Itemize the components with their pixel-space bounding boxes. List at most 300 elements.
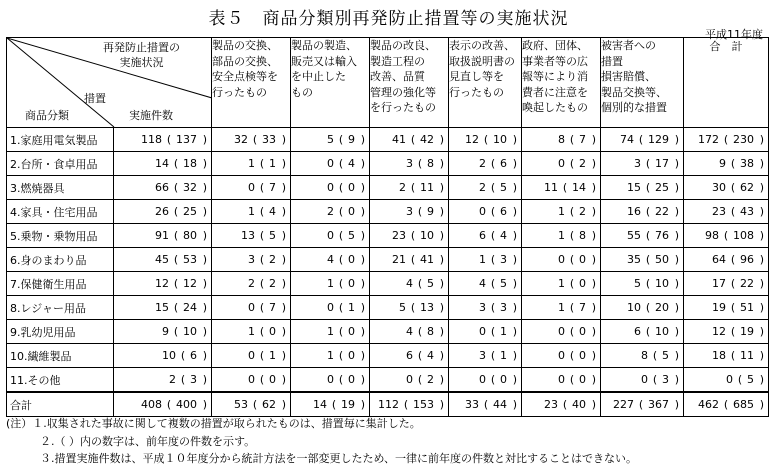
- current-count: 0: [327, 373, 334, 386]
- previous-year-count: 8: [579, 229, 586, 242]
- value-cell: [212, 176, 291, 200]
- value-cell: [522, 128, 601, 152]
- value-cell: [370, 248, 449, 272]
- value-cell: [601, 176, 684, 200]
- category-cell: 合計: [7, 392, 114, 417]
- current-count: 45: [155, 253, 169, 266]
- current-count: 4: [327, 253, 334, 266]
- open-paren: (: [259, 301, 265, 314]
- close-paren: ): [512, 181, 517, 194]
- previous-year-count: 5: [348, 229, 355, 242]
- open-paren: (: [173, 301, 179, 314]
- current-count: 23: [712, 205, 726, 218]
- open-paren: (: [483, 133, 489, 146]
- current-count: 3: [479, 301, 486, 314]
- close-paren: ): [439, 325, 444, 338]
- close-paren: ): [281, 325, 286, 338]
- close-paren: ): [591, 277, 596, 290]
- close-paren: ): [759, 157, 764, 170]
- value-cell: [370, 176, 449, 200]
- close-paren: ): [360, 205, 365, 218]
- fiscal-year-label: 平成11年度: [705, 28, 763, 41]
- footnote-3: ３.措置実施件数は、平成１０年度分から統計方法を一部変更したため、一律に前年度の件数と対比することはできない。: [40, 452, 638, 465]
- open-paren: (: [338, 349, 344, 362]
- previous-year-count: 153: [413, 398, 434, 411]
- category-cell: 3.燃焼器具: [7, 176, 114, 200]
- current-count: 74: [620, 133, 634, 146]
- corner-category-label: 商品分類: [25, 109, 69, 122]
- previous-year-count: 0: [348, 325, 355, 338]
- close-paren: ): [439, 301, 444, 314]
- previous-year-count: 38: [740, 157, 754, 170]
- current-count: 0: [248, 301, 255, 314]
- open-paren: (: [180, 349, 186, 362]
- open-paren: (: [645, 205, 651, 218]
- close-paren: ): [512, 133, 517, 146]
- previous-year-count: 0: [348, 181, 355, 194]
- previous-year-count: 0: [579, 277, 586, 290]
- value-cell: [449, 248, 522, 272]
- open-paren: (: [730, 277, 736, 290]
- corner-header: [7, 38, 212, 128]
- previous-year-count: 20: [655, 301, 669, 314]
- corner-measure-label: 措置: [84, 92, 106, 105]
- previous-year-count: 76: [655, 229, 669, 242]
- open-paren: (: [490, 301, 496, 314]
- current-count: 91: [155, 229, 169, 242]
- close-paren: ): [591, 205, 596, 218]
- previous-year-count: 5: [269, 229, 276, 242]
- close-paren: ): [512, 373, 517, 386]
- table-row: [7, 200, 769, 224]
- column-header-4: [449, 38, 522, 128]
- value-cell: [370, 200, 449, 224]
- column-header-2: [291, 38, 370, 128]
- current-count: 2: [479, 157, 486, 170]
- value-cell: [291, 392, 370, 417]
- previous-year-count: 6: [190, 349, 197, 362]
- previous-year-count: 0: [348, 277, 355, 290]
- current-count: 41: [392, 133, 406, 146]
- current-count: 0: [641, 373, 648, 386]
- open-paren: (: [483, 398, 489, 411]
- value-cell: [212, 344, 291, 368]
- current-count: 9: [719, 157, 726, 170]
- category-cell: 9.乳幼児用品: [7, 320, 114, 344]
- table-row: [7, 128, 769, 152]
- previous-year-count: 10: [655, 325, 669, 338]
- current-count: 1: [248, 325, 255, 338]
- column-header-line: 行ったもの: [449, 85, 504, 99]
- value-cell: [449, 344, 522, 368]
- value-cell: [291, 296, 370, 320]
- current-count: 1: [327, 349, 334, 362]
- previous-year-count: 6: [500, 205, 507, 218]
- previous-year-count: 0: [579, 373, 586, 386]
- open-paren: (: [166, 133, 172, 146]
- value-cell: [684, 392, 769, 417]
- open-paren: (: [645, 325, 651, 338]
- previous-year-count: 2: [269, 277, 276, 290]
- previous-year-count: 32: [183, 181, 197, 194]
- open-paren: (: [569, 277, 575, 290]
- column-header-line: 事業者等の広: [522, 54, 588, 68]
- column-header-line: 損害賠償、: [601, 70, 656, 83]
- previous-year-count: 0: [269, 325, 276, 338]
- value-cell: [114, 344, 212, 368]
- value-cell: [449, 320, 522, 344]
- previous-year-count: 62: [262, 398, 276, 411]
- current-count: 5: [327, 133, 334, 146]
- value-cell: [370, 128, 449, 152]
- open-paren: (: [410, 253, 416, 266]
- column-header-line: 製品の改良、: [370, 39, 436, 52]
- value-cell: [449, 152, 522, 176]
- open-paren: (: [259, 205, 265, 218]
- close-paren: ): [281, 229, 286, 242]
- current-count: 3: [406, 157, 413, 170]
- footnote-1: (注）１.収集された事故に関して複数の措置が取られたものは、措置毎に集計した。: [6, 417, 421, 430]
- current-count: 172: [698, 133, 719, 146]
- current-count: 4: [406, 277, 413, 290]
- close-paren: ): [202, 349, 207, 362]
- close-paren: ): [591, 133, 596, 146]
- current-count: 32: [234, 133, 248, 146]
- previous-year-count: 2: [269, 253, 276, 266]
- column-header-line: 行ったもの: [212, 85, 267, 99]
- value-cell: [291, 176, 370, 200]
- value-cell: [522, 176, 601, 200]
- open-paren: (: [417, 325, 423, 338]
- previous-year-count: 13: [420, 301, 434, 314]
- value-cell: [522, 200, 601, 224]
- value-cell: [370, 224, 449, 248]
- value-cell: [370, 320, 449, 344]
- column-header-line: 表示の改善、: [449, 39, 515, 52]
- close-paren: ): [202, 157, 207, 170]
- previous-year-count: 22: [740, 277, 754, 290]
- open-paren: (: [490, 325, 496, 338]
- close-paren: ): [360, 133, 365, 146]
- previous-year-count: 0: [269, 373, 276, 386]
- current-count: 6: [634, 325, 641, 338]
- open-paren: (: [417, 349, 423, 362]
- current-count: 2: [399, 181, 406, 194]
- previous-year-count: 5: [662, 349, 669, 362]
- value-cell: [291, 272, 370, 296]
- current-count: 0: [479, 373, 486, 386]
- previous-year-count: 7: [579, 133, 586, 146]
- previous-year-count: 17: [655, 157, 669, 170]
- value-cell: [449, 224, 522, 248]
- value-cell: [212, 368, 291, 393]
- close-paren: ): [591, 253, 596, 266]
- current-count: 8: [558, 133, 565, 146]
- previous-year-count: 44: [493, 398, 507, 411]
- open-paren: (: [403, 398, 409, 411]
- previous-year-count: 10: [655, 277, 669, 290]
- previous-year-count: 25: [655, 181, 669, 194]
- current-count: 2: [479, 181, 486, 194]
- column-header-line: 安全点検等を: [212, 70, 278, 83]
- open-paren: (: [569, 373, 575, 386]
- value-cell: [522, 392, 601, 417]
- previous-year-count: 51: [740, 301, 754, 314]
- footnotes: [6, 415, 637, 468]
- open-paren: (: [490, 229, 496, 242]
- value-cell: [291, 224, 370, 248]
- value-cell: [522, 224, 601, 248]
- open-paren: (: [417, 205, 423, 218]
- value-cell: [449, 200, 522, 224]
- column-header-line: 報等により消: [522, 70, 588, 83]
- previous-year-count: 1: [348, 301, 355, 314]
- current-count: 21: [392, 253, 406, 266]
- open-paren: (: [723, 398, 729, 411]
- value-cell: [291, 128, 370, 152]
- previous-year-count: 0: [579, 349, 586, 362]
- open-paren: (: [173, 253, 179, 266]
- previous-year-count: 1: [269, 157, 276, 170]
- current-count: 0: [327, 229, 334, 242]
- close-paren: ): [674, 133, 679, 146]
- previous-year-count: 43: [740, 205, 754, 218]
- previous-year-count: 9: [427, 205, 434, 218]
- current-count: 18: [712, 349, 726, 362]
- current-count: 1: [248, 205, 255, 218]
- current-count: 5: [634, 277, 641, 290]
- close-paren: ): [439, 398, 444, 411]
- value-cell: [212, 296, 291, 320]
- column-header-line: 政府、団体、: [522, 39, 588, 52]
- close-paren: ): [591, 229, 596, 242]
- current-count: 23: [392, 229, 406, 242]
- value-cell: [522, 248, 601, 272]
- open-paren: (: [338, 157, 344, 170]
- previous-year-count: 0: [348, 205, 355, 218]
- previous-year-count: 129: [648, 133, 669, 146]
- value-cell: [370, 344, 449, 368]
- value-cell: [114, 224, 212, 248]
- close-paren: ): [360, 373, 365, 386]
- value-cell: [601, 248, 684, 272]
- open-paren: (: [490, 253, 496, 266]
- column-header-line: 取扱説明書の: [449, 54, 515, 68]
- open-paren: (: [730, 349, 736, 362]
- column-header-line: を行ったもの: [370, 101, 436, 114]
- open-paren: (: [338, 205, 344, 218]
- close-paren: ): [674, 277, 679, 290]
- current-count: 12: [712, 325, 726, 338]
- close-paren: ): [360, 398, 365, 411]
- previous-year-count: 685: [733, 398, 754, 411]
- category-cell: 1.家庭用電気製品: [7, 128, 114, 152]
- open-paren: (: [259, 181, 265, 194]
- total-row: [7, 392, 769, 417]
- open-paren: (: [259, 373, 265, 386]
- value-cell: [522, 368, 601, 393]
- value-cell: [212, 272, 291, 296]
- current-count: 12: [155, 277, 169, 290]
- open-paren: (: [730, 157, 736, 170]
- close-paren: ): [674, 181, 679, 194]
- close-paren: ): [674, 373, 679, 386]
- close-paren: ): [439, 349, 444, 362]
- open-paren: (: [252, 398, 258, 411]
- close-paren: ): [759, 373, 764, 386]
- close-paren: ): [759, 325, 764, 338]
- previous-year-count: 3: [500, 253, 507, 266]
- current-count: 1: [248, 157, 255, 170]
- value-cell: [291, 152, 370, 176]
- current-count: 15: [627, 181, 641, 194]
- previous-year-count: 7: [269, 301, 276, 314]
- column-header-line: 措置: [601, 54, 623, 68]
- current-count: 13: [241, 229, 255, 242]
- previous-year-count: 0: [579, 325, 586, 338]
- current-count: 10: [627, 301, 641, 314]
- current-count: 53: [234, 398, 248, 411]
- open-paren: (: [259, 157, 265, 170]
- previous-year-count: 5: [500, 181, 507, 194]
- open-paren: (: [338, 325, 344, 338]
- close-paren: ): [360, 325, 365, 338]
- previous-year-count: 11: [740, 349, 754, 362]
- open-paren: (: [638, 133, 644, 146]
- value-cell: [114, 128, 212, 152]
- value-cell: [601, 368, 684, 393]
- value-cell: [291, 368, 370, 393]
- close-paren: ): [439, 229, 444, 242]
- current-count: 1: [558, 301, 565, 314]
- current-count: 16: [627, 205, 641, 218]
- close-paren: ): [281, 157, 286, 170]
- close-paren: ): [202, 373, 207, 386]
- value-cell: [114, 320, 212, 344]
- previous-year-count: 40: [572, 398, 586, 411]
- current-count: 35: [627, 253, 641, 266]
- previous-year-count: 4: [269, 205, 276, 218]
- previous-year-count: 9: [348, 133, 355, 146]
- current-count: 2: [169, 373, 176, 386]
- current-count: 227: [613, 398, 634, 411]
- previous-year-count: 10: [183, 325, 197, 338]
- previous-year-count: 0: [348, 373, 355, 386]
- current-count: 2: [248, 277, 255, 290]
- close-paren: ): [202, 325, 207, 338]
- close-paren: ): [591, 157, 596, 170]
- current-count: 1: [558, 205, 565, 218]
- current-count: 55: [627, 229, 641, 242]
- previous-year-count: 2: [579, 205, 586, 218]
- current-count: 14: [313, 398, 327, 411]
- column-header-line: 改善、品質: [370, 70, 425, 83]
- close-paren: ): [512, 253, 517, 266]
- close-paren: ): [439, 373, 444, 386]
- open-paren: (: [645, 181, 651, 194]
- current-count: 6: [406, 349, 413, 362]
- close-paren: ): [759, 253, 764, 266]
- open-paren: (: [730, 253, 736, 266]
- open-paren: (: [338, 181, 344, 194]
- column-header-3: [370, 38, 449, 128]
- category-cell: 6.身のまわり品: [7, 248, 114, 272]
- value-cell: [522, 344, 601, 368]
- current-count: 4: [479, 277, 486, 290]
- close-paren: ): [360, 349, 365, 362]
- current-count: 19: [712, 301, 726, 314]
- value-cell: [212, 392, 291, 417]
- previous-year-count: 14: [572, 181, 586, 194]
- category-cell: 7.保健衛生用品: [7, 272, 114, 296]
- value-cell: [449, 296, 522, 320]
- current-count: 0: [327, 157, 334, 170]
- close-paren: ): [512, 398, 517, 411]
- table-row: [7, 248, 769, 272]
- previous-year-count: 137: [176, 133, 197, 146]
- current-count: 0: [558, 373, 565, 386]
- open-paren: (: [417, 277, 423, 290]
- close-paren: ): [439, 205, 444, 218]
- current-count: 3: [406, 205, 413, 218]
- current-count: 9: [162, 325, 169, 338]
- value-cell: [601, 272, 684, 296]
- category-cell: 4.家具・住宅用品: [7, 200, 114, 224]
- column-header-total: 合 計: [684, 38, 769, 128]
- close-paren: ): [759, 277, 764, 290]
- value-cell: [684, 344, 769, 368]
- current-count: 15: [155, 301, 169, 314]
- previous-year-count: 42: [420, 133, 434, 146]
- open-paren: (: [490, 277, 496, 290]
- table-title: 表５ 商品分類別再発防止措置等の実施状況: [208, 9, 569, 29]
- value-cell: [684, 272, 769, 296]
- close-paren: ): [674, 253, 679, 266]
- open-paren: (: [645, 229, 651, 242]
- open-paren: (: [173, 229, 179, 242]
- open-paren: (: [410, 133, 416, 146]
- column-header-line: 販売又は輸入: [291, 54, 357, 68]
- column-header-1: [212, 38, 291, 128]
- category-cell: 2.台所・食卓用品: [7, 152, 114, 176]
- close-paren: ): [202, 205, 207, 218]
- previous-year-count: 1: [269, 349, 276, 362]
- close-paren: ): [512, 277, 517, 290]
- open-paren: (: [569, 229, 575, 242]
- open-paren: (: [410, 301, 416, 314]
- current-count: 66: [155, 181, 169, 194]
- previous-year-count: 5: [747, 373, 754, 386]
- close-paren: ): [202, 253, 207, 266]
- column-header-line: 費者に注意を: [522, 85, 588, 99]
- open-paren: (: [252, 133, 258, 146]
- current-count: 3: [248, 253, 255, 266]
- current-count: 0: [558, 325, 565, 338]
- previous-year-count: 4: [427, 349, 434, 362]
- previous-year-count: 53: [183, 253, 197, 266]
- close-paren: ): [281, 373, 286, 386]
- column-header-line: 製品交換等、: [601, 85, 667, 99]
- open-paren: (: [173, 181, 179, 194]
- close-paren: ): [202, 301, 207, 314]
- previous-year-count: 230: [733, 133, 754, 146]
- value-cell: [114, 272, 212, 296]
- current-count: 17: [712, 277, 726, 290]
- previous-year-count: 8: [427, 157, 434, 170]
- current-count: 0: [248, 373, 255, 386]
- column-header-line: 喚起したもの: [522, 101, 588, 114]
- column-header-line: 管理の強化等: [370, 85, 436, 99]
